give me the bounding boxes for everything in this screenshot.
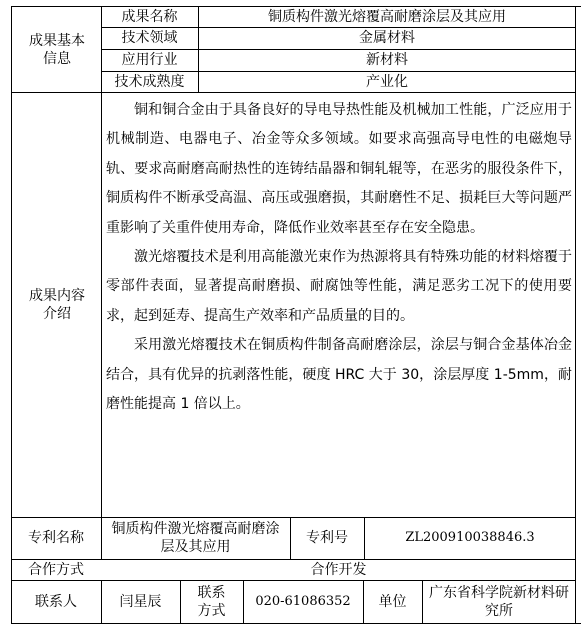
basic-info-section-label-text: 成果基本信息 xyxy=(29,32,85,67)
tech-field-label xyxy=(101,27,198,49)
cooperation-value-text: 合作开发 xyxy=(310,561,367,578)
basic-info-section-label xyxy=(24,6,90,93)
industry-label xyxy=(101,49,198,71)
content-section-label-text: 成果内容介绍 xyxy=(29,287,85,322)
patent-name-value xyxy=(101,517,290,559)
cooperation-label xyxy=(11,559,101,580)
contact-phone-value-text: 020-61086352 xyxy=(255,593,351,609)
content-body xyxy=(106,96,572,419)
industry-label-text: 应用行业 xyxy=(121,52,178,68)
achievement-name-label xyxy=(101,6,198,27)
section-divider xyxy=(11,92,576,93)
patent-number-value xyxy=(364,517,576,559)
contact-person-label-text: 联系人 xyxy=(35,593,77,610)
patent-number-label-text: 专利号 xyxy=(306,530,348,546)
patent-number-value-text: ZL200910038846.3 xyxy=(405,530,535,545)
tech-field-value-text: 金属材料 xyxy=(359,30,415,46)
unit-label-text: 单位 xyxy=(378,593,407,610)
unit-label xyxy=(363,580,422,623)
contact-method-label xyxy=(180,580,243,623)
table-border-bottom xyxy=(11,623,581,624)
patent-name-value-text: 铜质构件激光熔覆高耐磨涂层及其应用 xyxy=(111,521,280,555)
content-paragraph: 采用激光熔覆技术在铜质构件制备高耐磨涂层，涂层与铜合金基体冶金结合，具有优异的抗剥落性能，硬度 HRC 大于 30，涂层厚度 1-5mm，耐磨性能提高 1 倍以上。 xyxy=(106,337,572,413)
content-paragraph: 铜和铜合金由于具备良好的导电导热性能及机械加工性能，广泛应用于机械制造、电器电子、冶金等众多领域。如要求高强高导电性的电磁炮导轨、要求高耐磨高耐热性的连铸结晶器和铜轧辊等，在恶劣的服役条件下，铜质构件不断承受高温、高压或强磨损，其耐磨性不足、损耗巨大等问题严重影响了关重件使用寿命，降低作业效率甚至存在安全隐患。 xyxy=(106,102,572,236)
industry-value-text: 新材料 xyxy=(366,52,408,68)
achievement-name-value xyxy=(198,6,576,27)
tech-field-label-text: 技术领域 xyxy=(121,30,178,46)
patent-name-label xyxy=(11,517,101,559)
content-section-label xyxy=(24,92,90,517)
contact-method-label-text: 联系方式 xyxy=(197,584,226,619)
patent-name-label-text: 专利名称 xyxy=(28,530,84,546)
tech-field-value xyxy=(198,27,576,49)
maturity-label-text: 技术成熟度 xyxy=(114,73,185,90)
contact-phone-value xyxy=(243,580,363,623)
maturity-label xyxy=(101,71,198,92)
achievement-name-value-text: 铜质构件激光熔覆高耐磨涂层及其应用 xyxy=(268,8,506,25)
cooperation-value xyxy=(101,559,576,580)
achievement-name-label-text: 成果名称 xyxy=(121,8,178,25)
contact-person-value xyxy=(101,580,180,623)
unit-value xyxy=(422,580,576,623)
cooperation-label-text: 合作方式 xyxy=(28,561,84,578)
contact-person-value-text: 闫星辰 xyxy=(119,593,162,610)
contact-person-label xyxy=(11,580,101,623)
maturity-value-text: 产业化 xyxy=(366,73,408,90)
content-paragraph: 激光熔覆技术是利用高能激光束作为热源将具有特殊功能的材料熔覆于零部件表面，显著提高耐磨损、耐腐蚀等性能，满足恶劣工况下的使用要求，起到延寿、提高生产效率和产品质量的目的。 xyxy=(106,249,572,324)
maturity-value xyxy=(198,71,576,92)
unit-value-text: 广东省科学院新材料研究所 xyxy=(429,584,569,619)
patent-number-label xyxy=(290,517,364,559)
industry-value xyxy=(198,49,576,71)
